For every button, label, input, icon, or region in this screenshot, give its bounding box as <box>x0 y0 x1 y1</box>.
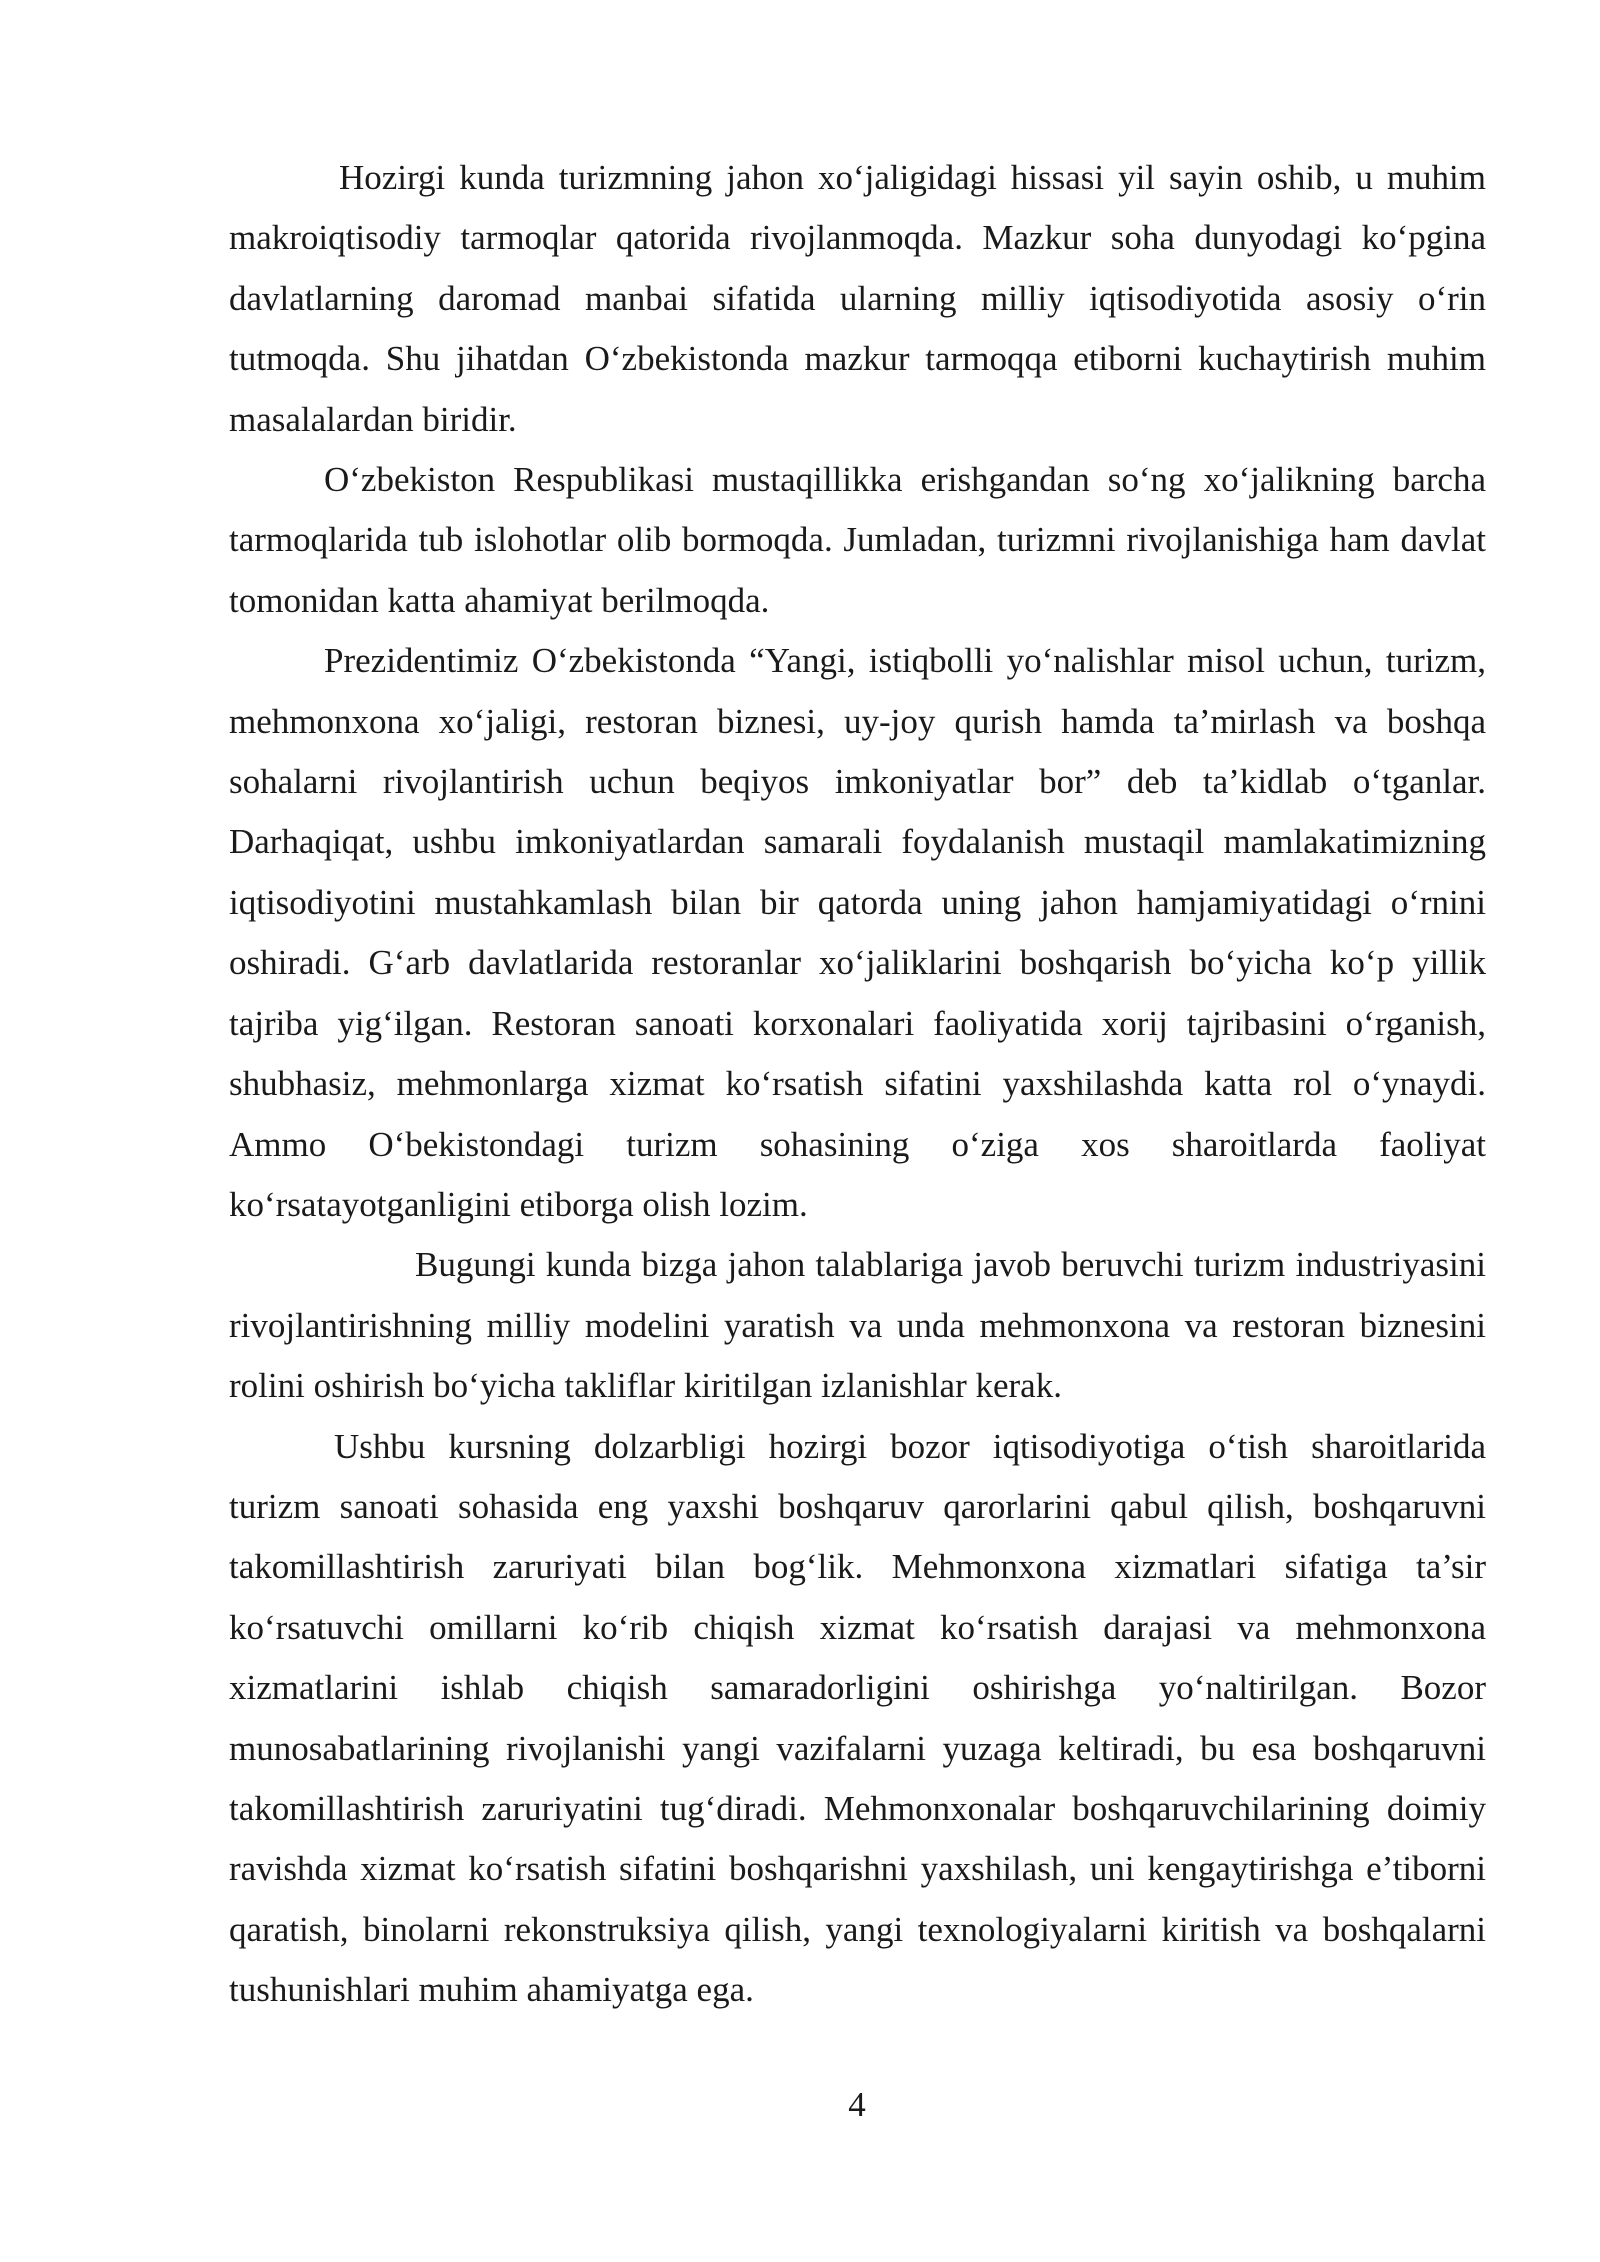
paragraph-tourism-share: Hozirgi kunda turizmning jahon xo‘jaligidagi hissasi yil sayin oshib, u muhim makroiqtisodiy tarmoqlar qatorida rivojlanmoqda. Mazkur soha dunyodagi ko‘pgina davlatlarning daromad manbai sifatida ularning milliy iqtisodiyotida asosiy o‘rin tutmoqda. Shu jihatdan O‘zbekistonda mazkur tarmoqqa etiborni kuchaytirish muhim masalalardan biridir. <box>229 158 1486 439</box>
paragraph-course-relevance: Ushbu kursning dolzarbligi hozirgi bozor iqtisodiyotiga o‘tish sharoitlarida turizm sanoati sohasida eng yaxshi boshqaruv qarorlarini qabul qilish, boshqaruvni takomillashtirish zaruriyati bilan bog‘lik. Mehmonxona xizmatlari sifatiga ta’sir ko‘rsatuvchi omillarni ko‘rib chiqish xizmat ko‘rsatish darajasi va mehmonxona xizmatlarini ishlab chiqish samaradorligini oshirishga yo‘naltirilgan. Bozor munosabatlarining rivojlanishi yangi vazifalarni yuzaga keltiradi, bu esa boshqaruvni takomillashtirish zaruriyatini tug‘diradi. Mehmonxonalar boshqaruvchilarining doimiy ravishda xizmat ko‘rsatish sifatini boshqarishni yaxshilash, uni kengaytirishga e’tiborni qaratish, binolarni rekonstruksiya qilish, yangi texnologiyalarni kiritish va boshqalarni tushunishlari muhim ahamiyatga ega. <box>229 1426 1486 2010</box>
page-number: 4 <box>848 2085 866 2124</box>
paragraph-president-quote: Prezidentimiz O‘zbekistonda “Yangi, istiqbolli yo‘nalishlar misol uchun, turizm, mehmonxona xo‘jaligi, restoran biznesi, uy-joy qurish hamda ta’mirlash va boshqa sohalarni rivojlantirish uchun beqiyos imkoniyatlar bor” deb ta’kidlab o‘tganlar. Darhaqiqat, ushbu imkoniyatlardan samarali foydalanish mustaqil mamlakatimizning iqtisodiyotini mustahkamlash bilan bir qatorda uning jahon hamjamiyatidagi o‘rnini oshiradi. G‘arb davlatlarida restoranlar xo‘jaliklarini boshqarish bo‘yicha ko‘p yillik tajriba yig‘ilgan. Restoran sanoati korxonalari faoliyatida xorij tajribasini o‘rganish, shubhasiz, mehmonlarga xizmat ko‘rsatish sifatini yaxshilashda katta rol o‘ynaydi. Ammo O‘bekistondagi turizm sohasining o‘ziga xos sharoitlarda faoliyat ko‘rsatayotganligini etiborga olish lozim. <box>229 641 1486 1224</box>
paragraph-independence-reforms: O‘zbekiston Respublikasi mustaqillikka erishgandan so‘ng xo‘jalikning barcha tarmoqlarida tub islohotlar olib bormoqda. Jumladan, turizmni rivojlanishiga ham davlat tomonidan katta ahamiyat berilmoqda. <box>229 460 1486 620</box>
paragraph-national-model: Bugungi kunda bizga jahon talablariga javob beruvchi turizm industriyasini rivojlantirishning milliy modelini yaratish va unda mehmonxona va restoran biznesini rolini oshirish bo‘yicha takliflar kiritilgan izlanishlar kerak. <box>229 1245 1486 1406</box>
document-body <box>229 148 1486 2021</box>
